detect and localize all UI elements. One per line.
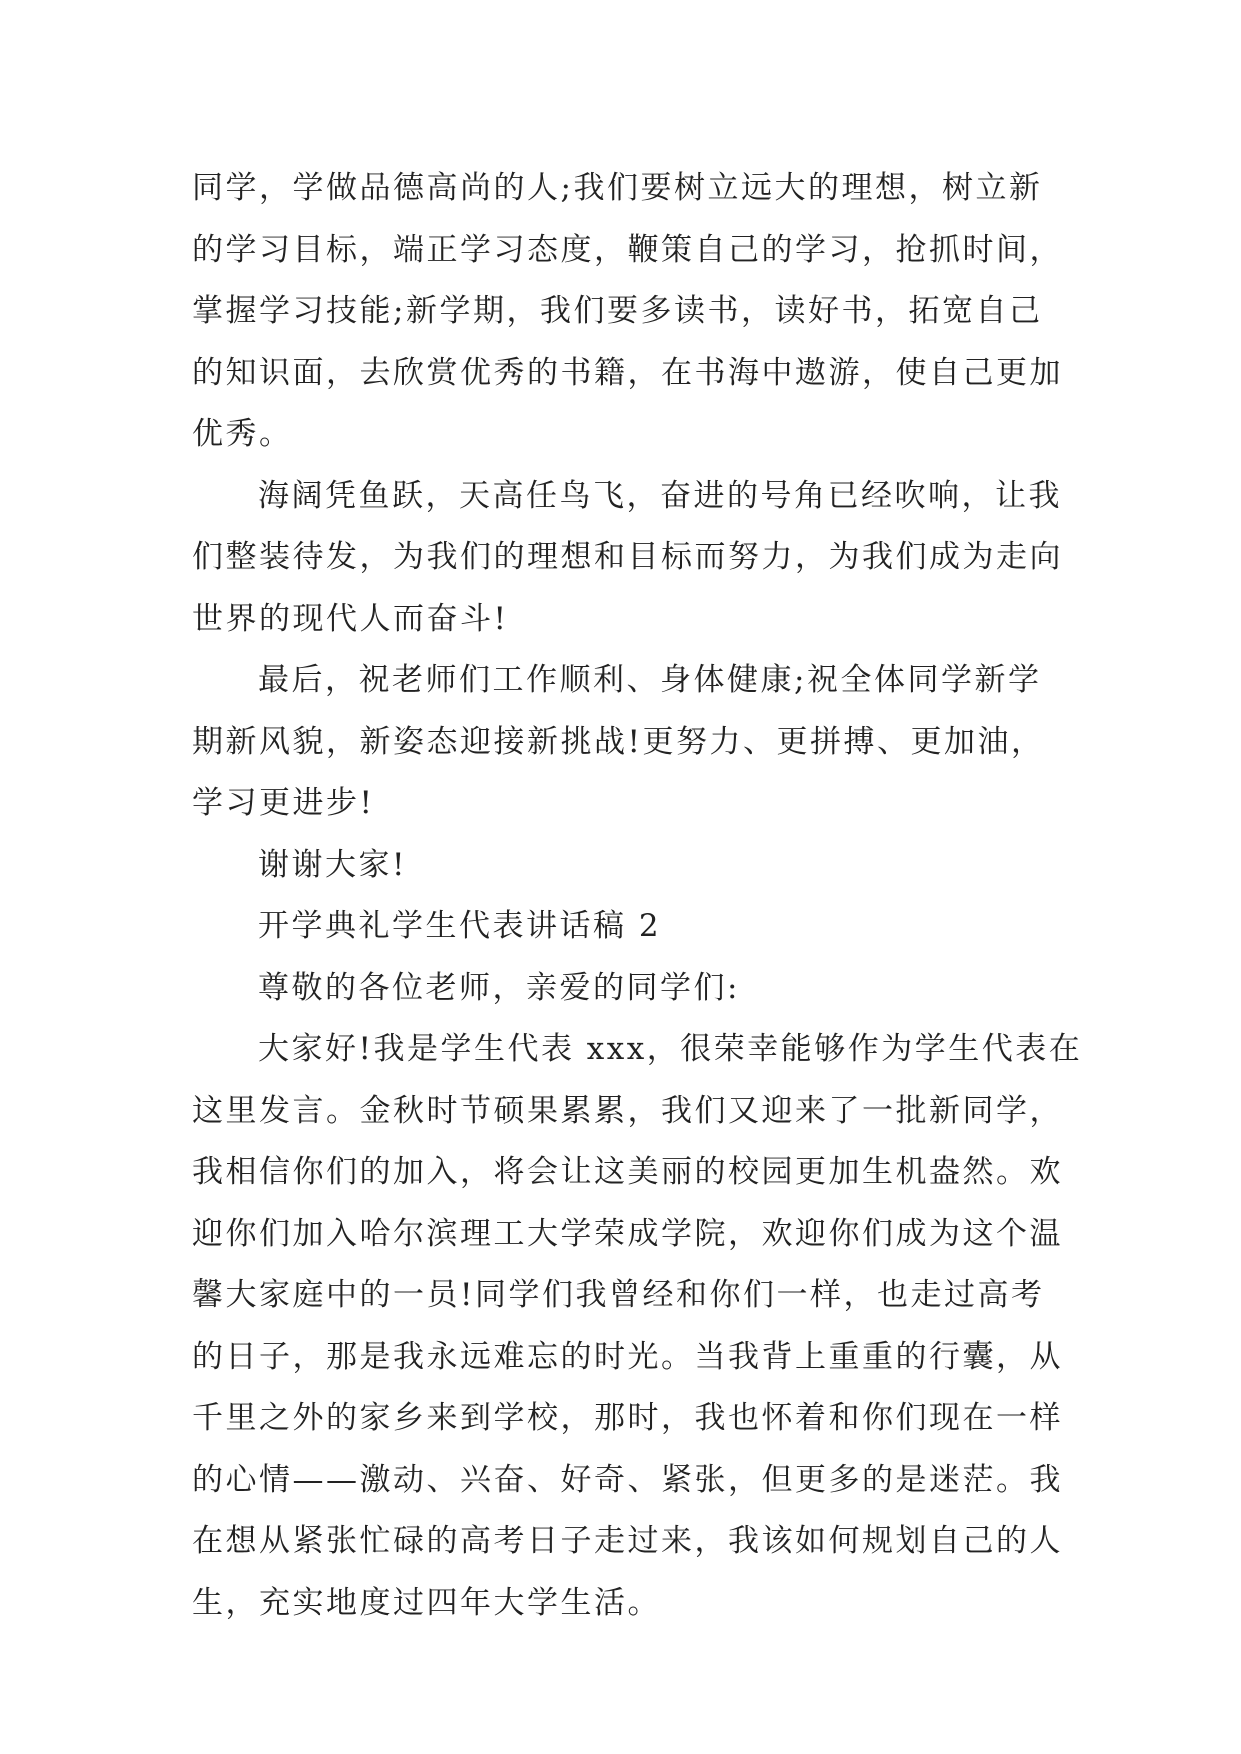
text-line: 期新风貌，新姿态迎接新挑战!更努力、更拼搏、更加油， xyxy=(192,723,1045,760)
text-line: 优秀。 xyxy=(192,416,293,452)
text-line: 千里之外的家乡来到学校，那时，我也怀着和你们现在一样 xyxy=(192,1400,1063,1436)
text-line: 世界的现代人而奋斗! xyxy=(192,600,509,637)
text-line: 学习更进步! xyxy=(192,785,375,821)
text-line: 们整装待发，为我们的理想和目标而努力，为我们成为走向 xyxy=(192,539,1063,575)
text-line: 在想从紧张忙碌的高考日子走过来，我该如何规划自己的人 xyxy=(192,1523,1063,1559)
salutation xyxy=(192,958,1072,1020)
text-line: 馨大家庭中的一员!同学们我曾经和你们一样，也走过高考 xyxy=(192,1277,1045,1313)
text-line: 的心情——激动、兴奋、好奇、紧张，但更多的是迷茫。我 xyxy=(192,1461,1063,1498)
section-title xyxy=(192,896,1072,958)
text-line: 尊敬的各位老师，亲爱的同学们: xyxy=(258,969,740,1006)
text-line: 同学，学做品德高尚的人;我们要树立远大的理想，树立新 xyxy=(192,170,1043,206)
text-line: 的学习目标，端正学习态度，鞭策自己的学习，抢抓时间， xyxy=(192,231,1063,268)
text-line: 这里发言。金秋时节硕果累累，我们又迎来了一批新同学， xyxy=(192,1092,1063,1129)
text-line: 掌握学习技能;新学期，我们要多读书，读好书，拓宽自己 xyxy=(192,293,1043,329)
text-line: 我相信你们的加入，将会让这美丽的校园更加生机盎然。欢 xyxy=(192,1154,1063,1190)
paragraph xyxy=(192,466,1072,651)
text-line: 迎你们加入哈尔滨理工大学荣成学院，欢迎你们成为这个温 xyxy=(192,1215,1063,1252)
paragraph xyxy=(192,1019,1083,1634)
text-line: 大家好!我是学生代表 xxx，很荣幸能够作为学生代表在 xyxy=(258,1031,1083,1067)
paragraph xyxy=(192,158,1072,466)
text-line: 最后，祝老师们工作顺利、身体健康;祝全体同学新学 xyxy=(258,662,1042,698)
text-line: 开学典礼学生代表讲话稿 2 xyxy=(258,908,662,944)
text-line: 海阔凭鱼跃，天高任鸟飞，奋进的号角已经吹响，让我 xyxy=(258,477,1062,514)
closing-thanks xyxy=(192,835,1072,897)
paragraph xyxy=(192,650,1072,835)
text-line: 的知识面，去欣赏优秀的书籍，在书海中遨游，使自己更加 xyxy=(192,354,1063,391)
text-line: 谢谢大家! xyxy=(258,846,407,883)
text-line: 生，充实地度过四年大学生活。 xyxy=(192,1584,661,1621)
document-body xyxy=(192,158,1083,1634)
text-line: 的日子，那是我永远难忘的时光。当我背上重重的行囊，从 xyxy=(192,1338,1063,1375)
